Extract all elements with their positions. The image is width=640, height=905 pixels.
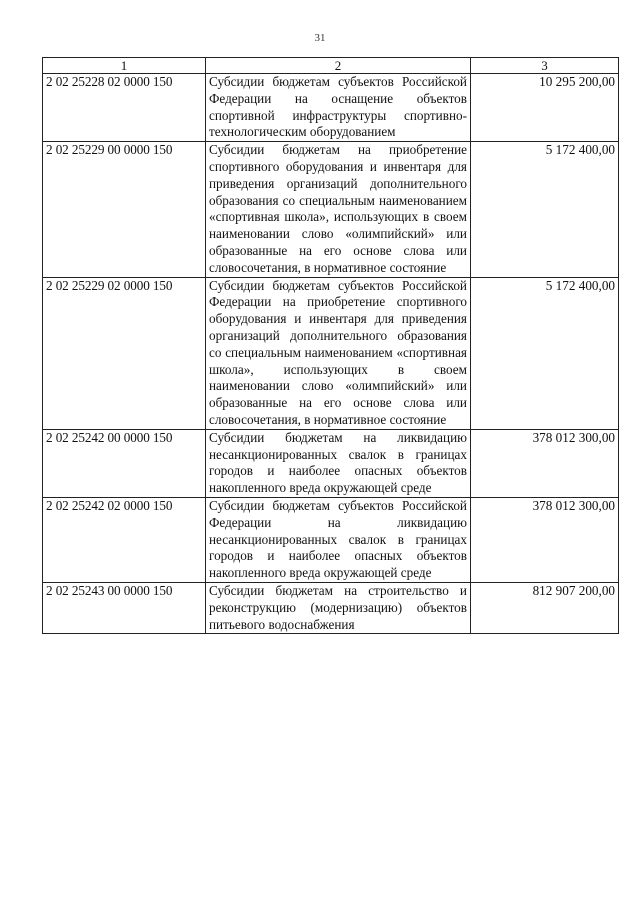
table-row — [43, 142, 619, 277]
budget-code: 2 02 25242 02 0000 150 — [43, 497, 206, 582]
budget-description: Субсидии бюджетам на ликвидацию несанкционированных свалок в границах городов и наиболее опасных объектов накопленного вреда окружающей среде — [206, 429, 471, 497]
budget-amount: 5 172 400,00 — [471, 142, 619, 277]
table-row — [43, 74, 619, 142]
budget-description: Субсидии бюджетам субъектов Российской Федерации на приобретение спортивного оборудования и инвентаря для приведения организаций дополнительного образования со специальным наименованием «спортивная школа», использующих в своем наименовании слово «олимпийский» или образованные на его основе слова или словосочетания, в нормативное состояние — [206, 277, 471, 429]
column-header-2: 2 — [206, 58, 471, 74]
column-header-3: 3 — [471, 58, 619, 74]
budget-code: 2 02 25243 00 0000 150 — [43, 582, 206, 633]
page-number: 31 — [314, 32, 326, 44]
budget-amount: 10 295 200,00 — [471, 74, 619, 142]
table-row — [43, 497, 619, 582]
budget-code: 2 02 25229 00 0000 150 — [43, 142, 206, 277]
budget-code: 2 02 25228 02 0000 150 — [43, 74, 206, 142]
budget-code: 2 02 25229 02 0000 150 — [43, 277, 206, 429]
budget-description: Субсидии бюджетам на приобретение спортивного оборудования и инвентаря для приведения организаций дополнительного образования со специальным наименованием «спортивная школа», использующих в своем наименовании слово «олимпийский» или образованные на его основе слова или словосочетания, в нормативное состояние — [206, 142, 471, 277]
budget-code: 2 02 25242 00 0000 150 — [43, 429, 206, 497]
column-header-1: 1 — [43, 58, 206, 74]
table-header-row — [43, 58, 619, 74]
budget-amount: 378 012 300,00 — [471, 497, 619, 582]
budget-amount: 5 172 400,00 — [471, 277, 619, 429]
budget-amount: 378 012 300,00 — [471, 429, 619, 497]
table-row — [43, 277, 619, 429]
budget-amount: 812 907 200,00 — [471, 582, 619, 633]
budget-description: Субсидии бюджетам субъектов Российской Федерации на ликвидацию несанкционированных свалок в границах городов и наиболее опасных объектов накопленного вреда окружающей среде — [206, 497, 471, 582]
budget-description: Субсидии бюджетам субъектов Российской Федерации на оснащение объектов спортивной инфраструктуры спортивно-технологическим оборудованием — [206, 74, 471, 142]
table-row — [43, 582, 619, 633]
budget-table — [42, 57, 619, 634]
table-row — [43, 429, 619, 497]
budget-description: Субсидии бюджетам на строительство и реконструкцию (модернизацию) объектов питьевого водоснабжения — [206, 582, 471, 633]
